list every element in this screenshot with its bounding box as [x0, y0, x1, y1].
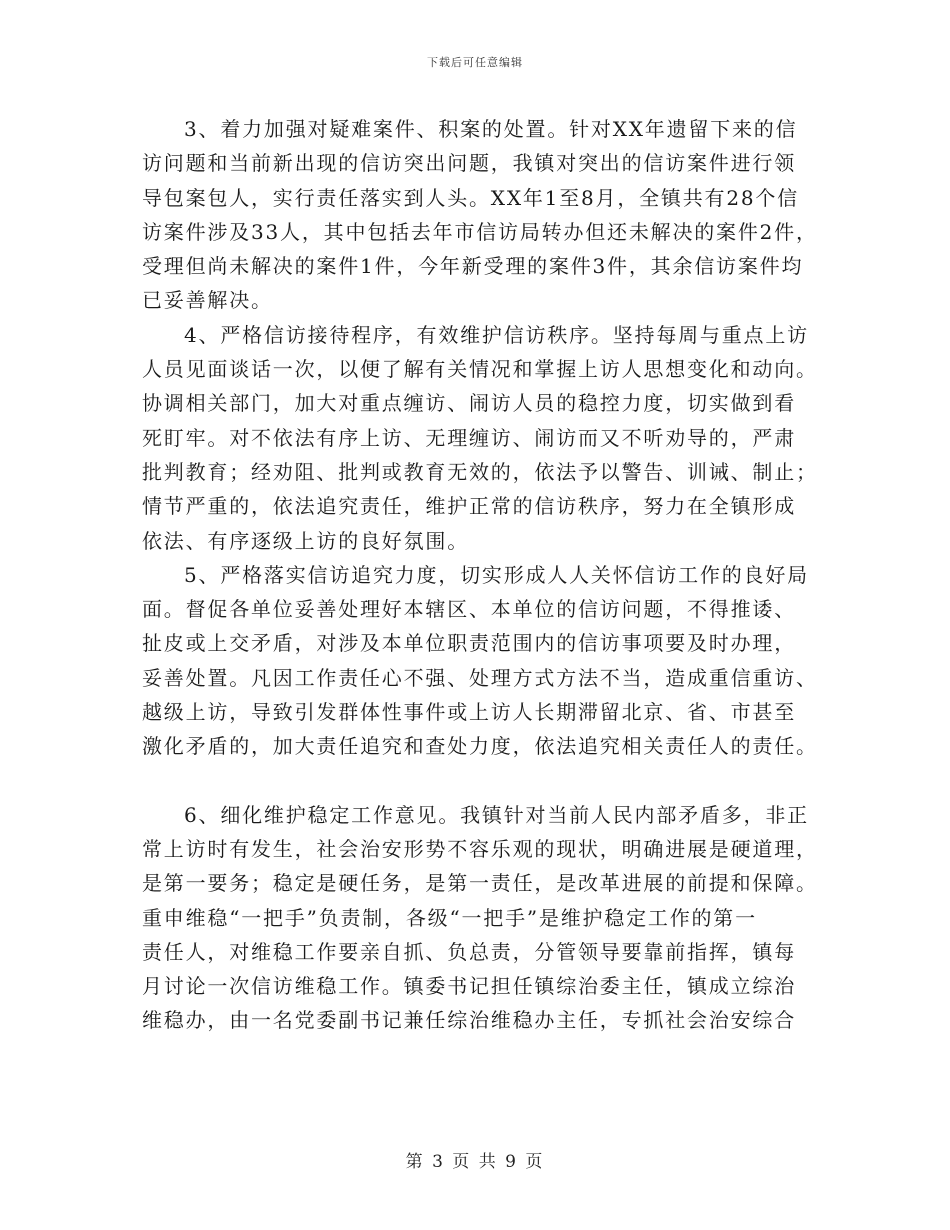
page-header: 下载后可任意编辑	[427, 56, 523, 69]
text-line: 协调相关部门，加大对重点缠访、闹访人员的稳控力度，切实做到看	[142, 391, 796, 416]
text-line: 维稳办，由一名党委副书记兼任综治维稳办主任，专抓社会治安综合	[142, 1008, 796, 1033]
paragraph-5	[142, 558, 818, 764]
text-line: 5、严格落实信访追究力度，切实形成人人关怀信访工作的良好局	[184, 562, 809, 587]
paragraph-3	[142, 112, 818, 318]
text-line: 面。督促各单位妥善处理好本辖区、本单位的信访问题，不得推诿、	[142, 597, 796, 622]
text-line: 是第一要务；稳定是硬任务，是第一责任，是改革进展的前提和保障。	[142, 871, 818, 896]
text-line: 重申维稳“一把手”负责制，各级“一把手”是维护稳定工作的第一	[142, 905, 757, 930]
text-line: 6、细化维护稳定工作意见。我镇针对当前人民内部矛盾多，非正	[184, 802, 809, 827]
text-line: 批判教育；经劝阻、批判或教育无效的，依法予以警告、训诫、制止；	[142, 459, 818, 484]
paragraph-6	[142, 798, 818, 1038]
text-line: 人员见面谈话一次，以便了解有关情况和掌握上访人思想变化和动向。	[142, 357, 818, 382]
text-line: 受理但尚未解决的案件1件，今年新受理的案件3件，其余信访案件均	[142, 254, 804, 279]
text-line: 访案件涉及33人，其中包括去年市信访局转办但还未解决的案件2件，	[142, 219, 818, 244]
text-line: 责任人，对维稳工作要亲自抓、负总责，分管领导要靠前指挥，镇每	[142, 939, 796, 964]
paragraph-spacer	[142, 764, 808, 798]
text-line: 依法、有序逐级上访的良好氛围。	[142, 528, 469, 553]
text-line: 已妥善解决。	[142, 288, 273, 313]
text-line: 3、着力加强对疑难案件、积案的处置。针对XX年遗留下来的信	[184, 117, 798, 141]
text-line: 激化矛盾的，加大责任追究和查处力度，依法追究相关责任人的责任。	[142, 734, 818, 759]
text-line: 4、严格信访接待程序，有效维护信访秩序。坚持每周与重点上访	[184, 322, 809, 347]
text-line: 访问题和当前新出现的信访突出问题，我镇对突出的信访案件进行领	[142, 151, 796, 176]
text-line: 月讨论一次信访维稳工作。镇委书记担任镇综治委主任，镇成立综治	[142, 974, 796, 999]
text-line: 越级上访，导致引发群体性事件或上访人长期滞留北京、省、市甚至	[142, 700, 796, 725]
text-line: 导包案包人，实行责任落实到人头。XX年1至8月，全镇共有28个信	[142, 185, 799, 210]
document-body	[142, 112, 818, 1038]
text-line: 妥善处置。凡因工作责任心不强、处理方式方法不当，造成重信重访、	[142, 665, 818, 690]
text-line: 扯皮或上交矛盾，对涉及本单位职责范围内的信访事项要及时办理，	[142, 631, 796, 656]
text-line: 死盯牢。对不依法有序上访、无理缠访、闹访而又不听劝导的，严肃	[142, 425, 796, 450]
paragraph-4	[142, 318, 818, 558]
text-line: 情节严重的，依法追究责任，维护正常的信访秩序，努力在全镇形成	[142, 494, 796, 519]
page-footer: 第 3 页 共 9 页	[405, 1152, 545, 1172]
text-line: 常上访时有发生，社会治安形势不容乐观的现状，明确进展是硬道理，	[142, 836, 818, 861]
